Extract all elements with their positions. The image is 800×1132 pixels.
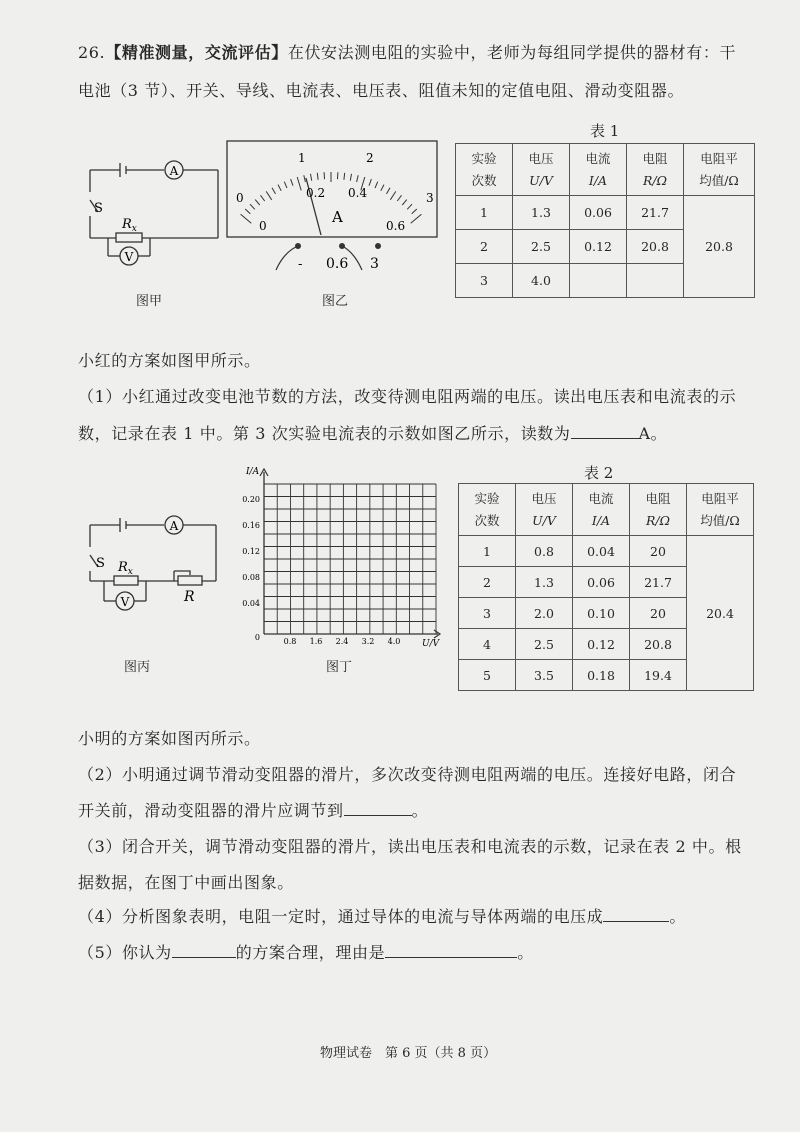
table1-title: 表 1 (590, 122, 620, 140)
table-cell: 20 (630, 536, 687, 567)
t1-h-current: 电流 I/A (570, 144, 627, 196)
terminal-label-06: 0.6 (326, 256, 349, 272)
table1 (455, 143, 755, 298)
q2-line2: 开关前，滑动变阻器的滑片应调节到 。 (78, 801, 429, 820)
table-cell: 21.7 (630, 567, 687, 598)
question-number: 26. (78, 43, 106, 62)
dial-tick (357, 175, 359, 182)
dial-tick (402, 200, 407, 205)
caption-yi: 图乙 (322, 294, 349, 309)
t1-average: 20.8 (684, 196, 755, 298)
answer-blank-4[interactable] (172, 943, 236, 958)
terminal-label-3: 3 (370, 256, 379, 272)
dial-tick (278, 185, 281, 191)
y-tick-016: 0.16 (242, 521, 260, 530)
dial-tick (375, 182, 378, 188)
table-cell: 2 (459, 567, 516, 598)
question-intro-line1 (78, 40, 736, 63)
t2-average: 20.4 (687, 536, 754, 691)
dial-tick (266, 191, 272, 199)
y-tick-012: 0.12 (242, 547, 260, 556)
dial-tick (387, 188, 391, 194)
x-tick-16: 1.6 (309, 637, 323, 646)
switch-label: S (94, 201, 103, 216)
t2-h-trial: 实验 次数 (459, 484, 516, 536)
ammeter-dial-yi (226, 140, 438, 275)
t2-h-average: 电阻平 均值/Ω (687, 484, 754, 536)
answer-blank-5[interactable] (385, 943, 517, 958)
caption-bing: 图丙 (124, 660, 151, 675)
rheostat-label: R (184, 589, 195, 605)
x-tick-24: 2.4 (335, 637, 349, 646)
dial-tick (241, 214, 252, 223)
dial-tick (344, 173, 345, 180)
x-tick-40: 4.0 (387, 637, 401, 646)
table-cell: 4.0 (513, 264, 570, 298)
q3-line1: （3）闭合开关，调节滑动变阻器的滑片，读出电压表和电流表的示数，记录在表 2 中。根 (78, 837, 742, 856)
dial-tick (397, 195, 401, 201)
table-cell (627, 264, 684, 298)
voltmeter-symbol: V (120, 595, 130, 609)
switch-label: S (96, 556, 105, 571)
table-cell: 0.8 (516, 536, 573, 567)
x-axis-label: U/V (422, 639, 440, 649)
table2-title: 表 2 (584, 464, 614, 482)
circuit-bing (78, 505, 228, 635)
caption-ding: 图丁 (326, 660, 353, 675)
dial-tick (412, 209, 417, 214)
t1-h-average: 电阻平 均值/Ω (684, 144, 755, 196)
table-cell: 2 (456, 230, 513, 264)
q1-line1: （1）小红通过改变电池节数的方法，改变待测电阻两端的电压。读出电压表和电流表的示 (78, 387, 737, 406)
dial-tick (369, 179, 371, 186)
q1-line2: 数，记录在表 1 中。第 3 次实验电流表的示数如图乙所示，读数为 A。 (78, 424, 668, 443)
dial-tick (261, 195, 265, 201)
x-tick-32: 3.2 (361, 637, 375, 646)
q2-line1: （2）小明通过调节滑动变阻器的滑片，多次改变待测电阻两端的电压。连接好电路，闭合 (78, 765, 737, 784)
answer-blank-3[interactable] (603, 907, 669, 922)
scale-bottom-3: 0.6 (386, 219, 406, 233)
dial-tick (255, 200, 260, 205)
graph-ding (236, 462, 446, 652)
table-cell: 2.0 (516, 598, 573, 629)
table-cell: 4 (459, 629, 516, 660)
xiaoming-plan: 小明的方案如图丙所示。 (78, 729, 261, 748)
dial-tick (304, 175, 306, 182)
dial-tick (250, 204, 255, 209)
t1-h-voltage: 电压 U/V (513, 144, 570, 196)
dial-tick (291, 179, 293, 186)
answer-blank-2[interactable] (344, 801, 412, 816)
x-tick-08: 0.8 (283, 637, 297, 646)
ammeter-dial-symbol: A (332, 208, 343, 226)
y-tick-004: 0.04 (242, 599, 260, 608)
dial-tick (390, 191, 396, 199)
resistor-label: $R_x$ (118, 560, 133, 577)
y-tick-008: 0.08 (242, 573, 260, 582)
dial-tick (297, 177, 301, 190)
dial-tick (407, 204, 412, 209)
t1-h-resistance: 电阻 R/Ω (627, 144, 684, 196)
table-cell: 0.10 (573, 598, 630, 629)
table-cell: 2.5 (516, 629, 573, 660)
y-axis-label: I/A (246, 467, 260, 477)
dial-tick (284, 182, 287, 188)
question-intro-line2: 电池（3 节）、开关、导线、电流表、电压表、阻值未知的定值电阻、滑动变阻器。 (78, 81, 685, 100)
scale-bottom-0: 0 (259, 219, 267, 233)
table-cell: 0.06 (573, 567, 630, 598)
dial-tick (311, 174, 312, 181)
table-cell: 20.8 (627, 230, 684, 264)
table-cell: 0.04 (573, 536, 630, 567)
t2-h-resistance: 电阻 R/Ω (630, 484, 687, 536)
dial-tick (381, 185, 384, 191)
ammeter-symbol: A (169, 519, 179, 533)
dial-tick (317, 173, 318, 180)
table2 (458, 483, 754, 691)
q4-line: （4）分析图象表明，电阻一定时，通过导体的电流与导体两端的电压成 。 (78, 907, 686, 926)
terminal-label-neg: - (298, 257, 303, 272)
t2-h-voltage: 电压 U/V (516, 484, 573, 536)
dial-tick (411, 214, 422, 223)
caption-jia: 图甲 (136, 294, 163, 309)
table-cell: 0.06 (570, 196, 627, 230)
table-cell: 3 (456, 264, 513, 298)
resistor-label: $R_x$ (122, 217, 137, 234)
dial-tick (350, 174, 351, 181)
scale-top-0: 0 (236, 191, 244, 205)
answer-blank-1[interactable] (571, 424, 639, 439)
intro-text: 在伏安法测电阻的实验中，老师为每组同学提供的器材有：干 (287, 43, 737, 62)
circuit-jia (78, 150, 228, 280)
table-cell: 20.8 (630, 629, 687, 660)
ammeter-symbol: A (169, 164, 179, 178)
table-cell: 0.18 (573, 660, 630, 691)
q3-line2: 据数据，在图丁中画出图象。 (78, 873, 294, 892)
table-cell: 1.3 (516, 567, 573, 598)
scale-bottom-2: 0.4 (348, 186, 368, 200)
table-cell: 2.5 (513, 230, 570, 264)
scale-top-1: 1 (298, 151, 306, 165)
table-cell: 1 (459, 536, 516, 567)
table-cell: 3 (459, 598, 516, 629)
dial-tick (272, 188, 276, 194)
table-cell: 5 (459, 660, 516, 691)
scale-top-3: 3 (426, 191, 434, 205)
terminal-3 (375, 243, 381, 249)
x-tick-0: 0 (254, 633, 260, 642)
table-cell: 19.4 (630, 660, 687, 691)
scale-top-2: 2 (366, 151, 374, 165)
table-cell: 3.5 (516, 660, 573, 691)
q5-line: （5）你认为 的方案合理，理由是 。 (78, 943, 534, 962)
scale-bottom-1: 0.2 (306, 186, 326, 200)
table-cell: 20 (630, 598, 687, 629)
page-footer: 物理试卷 第 6 页（共 8 页） (320, 1046, 497, 1061)
table-cell: 0.12 (570, 230, 627, 264)
table-cell: 1.3 (513, 196, 570, 230)
voltmeter-symbol: V (124, 250, 134, 264)
dial-tick (245, 209, 250, 214)
t1-h-trial: 实验 次数 (456, 144, 513, 196)
table-cell: 21.7 (627, 196, 684, 230)
y-tick-020: 0.20 (242, 495, 260, 504)
table-cell (570, 264, 627, 298)
t2-h-current: 电流 I/A (573, 484, 630, 536)
table-cell: 0.12 (573, 629, 630, 660)
xiaohong-plan: 小红的方案如图甲所示。 (78, 351, 261, 370)
question-tag: 【精准测量，交流评估】 (105, 43, 288, 62)
table-cell: 1 (456, 196, 513, 230)
